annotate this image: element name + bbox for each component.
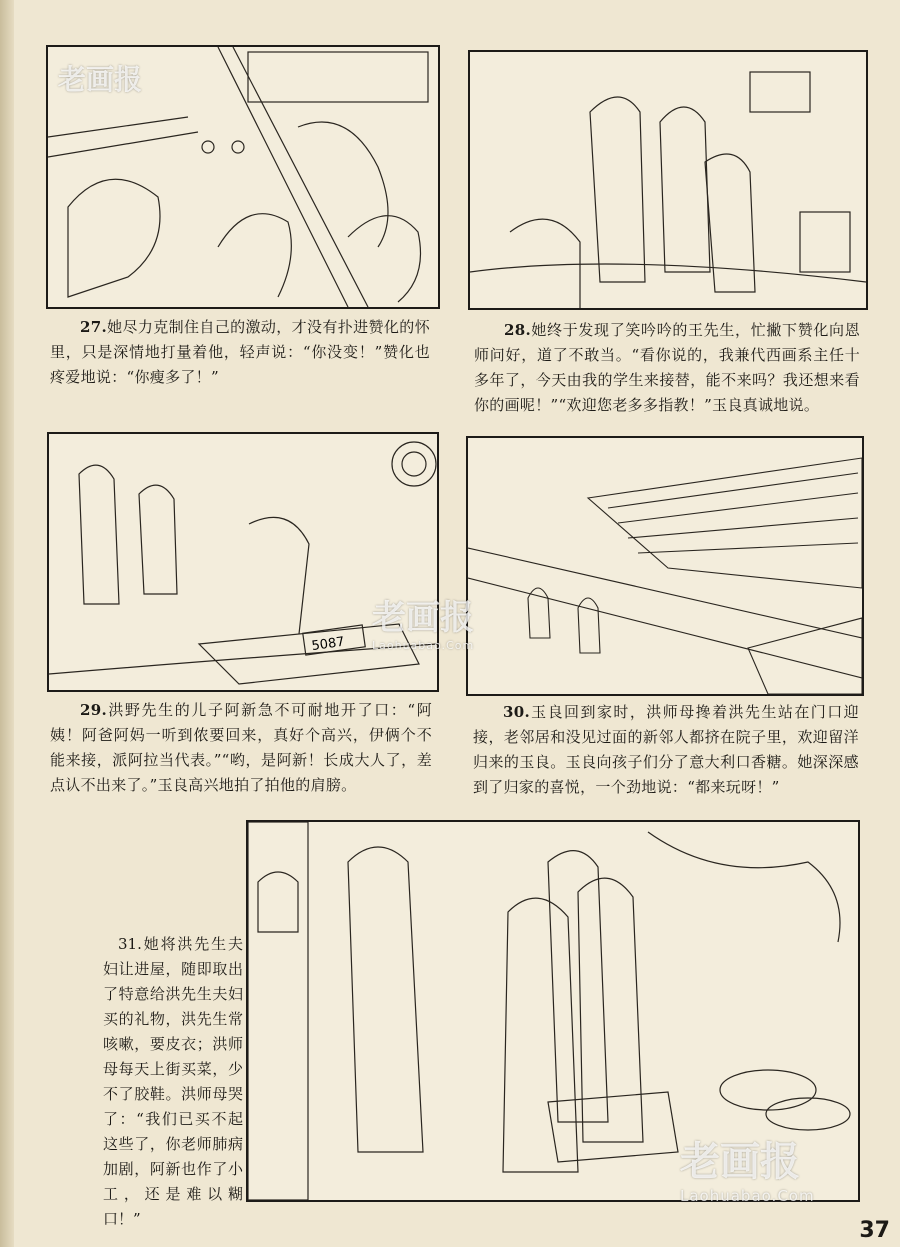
panel-30-caption [473,700,859,800]
panel-28-illustration [468,50,868,310]
panel-30-text: 玉良回到家时，洪师母搀着洪先生站在门口迎接，老邻居和没见过面的新邻人都挤在院子里，欢迎留洋归来的玉良。玉良向孩子们分了意大利口香糖。她深深感到了归家的喜悦，一个劲地说：“都来玩呀！” [473,703,859,796]
panel-28-drawing [470,52,866,308]
watermark-logo-top: 老画报 [58,63,143,96]
watermark-logo-center: 老画报 Laohuabao.Com [372,598,475,652]
page-number: 37 [859,1218,890,1243]
page-spine [0,0,14,1247]
panel-30-number: 30. [503,703,530,721]
panel-27-caption [50,315,430,390]
panel-29-number: 29. [80,701,107,719]
panel-28-caption [474,318,860,418]
panel-27-number: 27. [80,318,107,336]
panel-29-text: 洪野先生的儿子阿新急不可耐地开了口：“阿姨！阿爸阿妈一听到侬要回来，真好个高兴，伊俩个不能来接，派阿拉当代表。”“哟，是阿新！长成大人了，差点认不出来了。”玉良高兴地拍了拍他的肩膀。 [50,701,432,794]
watermark-logo-bottom: 老画报 Laohuabao.Com [680,1139,815,1205]
panel-30-drawing [468,438,862,694]
panel-28-number: 28. [504,321,531,339]
panel-29-illustration [47,432,439,692]
panel-27-text: 她尽力克制住自己的激动，才没有扑进赞化的怀里，只是深情地打量着他，轻声说：“你没变！”赞化也疼爱地说：“你瘦多了！” [50,318,430,386]
panel-31-caption [103,932,243,1232]
car-plate-text: 5087 [310,634,346,655]
panel-31-number: 31. [118,935,142,953]
panel-31-text: 她将洪先生夫妇让进屋，随即取出了特意给洪先生夫妇买的礼物，洪先生常咳嗽，要皮衣；洪师母每天上街买菜，少不了胶鞋。洪师母哭了：“我们已买不起这些了，你老师肺病加剧，阿新也作了小工，还是难以糊口！” [103,935,243,1228]
panel-30-illustration [466,436,864,696]
panel-28-text: 她终于发现了笑吟吟的王先生，忙撇下赞化向恩师问好，道了不敢当。“看你说的，我兼代西画系主任十多年了，今天由我的学生来接替，能不来吗？我还想来看你的画呢！”“欢迎您老多多指教！”玉良真诚地说。 [474,321,860,414]
panel-29-caption [50,698,432,798]
